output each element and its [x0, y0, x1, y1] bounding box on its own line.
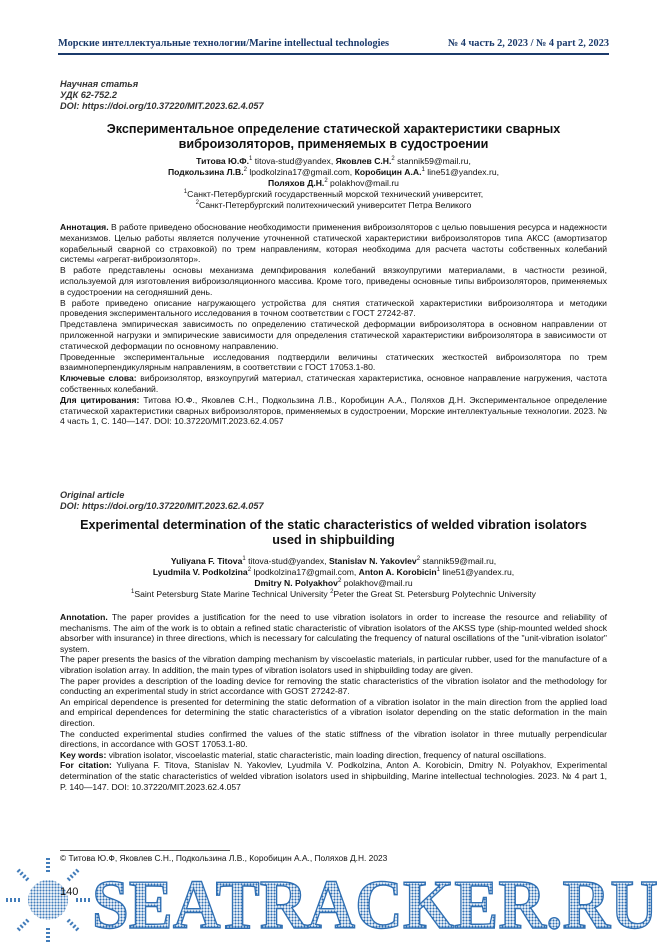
author-email[interactable]: lpodkolzina17@gmail.com,	[249, 167, 353, 177]
ru-abstract: Аннотация. В работе приведено обоснование необходимости применения виброизоляторов с целью повышения ресурса и надежности механизмов. Целью работы является получение уточненной статической характеристики виброизоляторов типа АКСС (амортизатор корабельный сварной со страховкой) по трем направлениям, которая необходима для расчета частоты собственных колебаний системы «агрегат-виброизолятор». В работе представлены основы механизма демпфирования колебаний вязкоупругими материалами, в частности резиной, используемой для изготовления виброизоляционного массива. Кроме того, приведены основные типы виброизоляторов, применяемых в судостроении на сегодняшний день. В работе приведено описание нагружающего устройства для снятия статической характеристики виброизолятора и методики проведения экспериментального исследования в точном соответствии с ГОСТ 27242-87. Представлена эмпирическая зависимость по определению статической деформации виброизолятора в основном направлении от приложенной нагрузки и эмпирические зависимости для определения статической характеристики виброизолятора в зависимости от статической деформации по основному направлению. Проведенные экспериментальные исследования подтвердили величины статических жесткостей виброизолятора по трем взаимноперпендикулярным направлениям, в соответствии с ГОСТ 17053.1-80. Ключевые слова: виброизолятор, вязкоупругий материал, статическая характеристика, основное направление нагружения, частота собственных колебаний. Для цитирования: Титова Ю.Ф., Яковлев С.Н., Подкользина Л.В., Коробицин А.А., Поляхов Д.Н. Экспериментальное определение статической характеристики сварных виброизоляторов, применяемых в судостроении, Морские интеллектуальные технологии. 2023. № 4 часть 1, С. 140—147. DOI: 10.37220/MIT.2023.62.4.057	[60, 222, 608, 427]
ru-udc: УДК 62-752.2	[60, 90, 117, 100]
en-citation: For citation: Yuliyana F. Titova, Stanislav N. Yakovlev, Lyudmila V. Podkolzina, Anton A. Korobicin, Dmitry N. Polyakhov, Experimental determination of the static characteristics of welded vibration isolators used in shipbuilding, Marine intellectual technologies. 2023. № 4 part 1, P. 140—147. DOI: 10.37220/MIT.2023.62.4.057	[60, 760, 608, 792]
watermark-text: SEATRACKER.RU	[92, 867, 658, 944]
page-number: 140	[60, 886, 79, 898]
author-email[interactable]: polakhov@mail.ru	[343, 578, 413, 588]
watermark	[0, 856, 667, 944]
author-name: Титова Ю.Ф.	[196, 156, 250, 166]
en-abstract: Annotation. The paper provides a justification for the need to use vibration isolators in order to increase the resource and reliability of mechanisms. The aim of the work is to obtain a refined static characteristic of vibration isolators of the AKSS type (ship-mounted welded shock absorber with insurance) in three directions, which is necessary for calculating the frequency of natural oscillations of the "unit-vibration isolator" system. The paper presents the basics of the vibration damping mechanism by viscoelastic materials, in particular rubber, used for the manufacture of a vibration isolation array. In addition, the main types of vibration isolators used in shipbuilding today are given. The paper provides a description of the loading device for removing the static characteristics of the vibration isolator and the methodology for conducting an experimental study in strict accordance with GOST 27242-87. An empirical dependence is presented for determining the static deformation of a vibration isolator in the main direction from the applied load and empirical dependences for determining the static characteristics of a vibration isolator depending on the static deformation in the main direction. The conducted experimental studies confirmed the values of the static stiffness of the vibration isolator in three mutually perpendicular directions, in accordance with GOST 17053.1-80. Key words: vibration isolator, viscoelastic material, static characteristic, main loading direction, frequency of natural oscillations. For citation: Yuliyana F. Titova, Stanislav N. Yakovlev, Lyudmila V. Podkolzina, Anton A. Korobicin, Dmitry N. Polyakhov, Experimental determination of the static characteristics of welded vibration isolators used in shipbuilding, Marine intellectual technologies. 2023. № 4 part 1, P. 140—147. DOI: 10.37220/MIT.2023.62.4.057	[60, 612, 608, 792]
ru-keywords: Ключевые слова: виброизолятор, вязкоупругий материал, статическая характеристика, основное направление нагружения, частота собственных колебаний.	[60, 373, 608, 394]
ru-citation: Для цитирования: Титова Ю.Ф., Яковлев С.Н., Подкользина Л.В., Коробицин А.А., Поляхов Д.Н. Экспериментальное определение статической характеристики сварных виброизоляторов, применяемых в судостроении, Морские интеллектуальные технологии. 2023. № 4 часть 1, С. 140—147. DOI: 10.37220/MIT.2023.62.4.057	[60, 394, 607, 427]
en-abstract-p5: The conducted experimental studies confirmed the values of the static stiffness of the vibration isolator in three mutually perpendicular directions, in accordance with GOST 17053.1-80.	[60, 728, 607, 750]
author-name: Поляхов Д.Н.	[268, 178, 325, 188]
ru-article-type: Научная статья	[60, 79, 139, 89]
header-divider	[58, 53, 609, 55]
author-email[interactable]: titova-stud@yandex,	[254, 156, 334, 166]
author-name: Stanislav N. Yakovlev	[328, 556, 417, 566]
author-email[interactable]: titova-stud@yandex,	[248, 556, 327, 566]
ru-meta	[60, 79, 264, 112]
author-email[interactable]: stannik59@mail.ru,	[397, 156, 471, 166]
author-name: Dmitry N. Polyakhov	[254, 578, 338, 588]
en-keywords: Key words: vibration isolator, viscoelastic material, static characteristic, main loading direction, frequency of natural oscillations.	[60, 749, 547, 760]
ru-abstract-label: Аннотация.	[60, 222, 109, 232]
en-article-type: Original article	[60, 490, 125, 500]
en-abstract-p2: The paper presents the basics of the vibration damping mechanism by viscoelastic materials, in particular rubber, used for the manufacture of a vibration isolation array. In addition, the main types of vibration isolators used in shipbuilding today are given.	[60, 654, 607, 675]
ru-abstract-p4: Представлена эмпирическая зависимость по определению статической деформации виброизолятора в основном направлении от приложенной нагрузки и эмпирические зависимости для определения статической характеристики виброизолятора в зависимости от статической деформации по основному направлению.	[60, 319, 607, 351]
en-doi[interactable]: DOI: https://doi.org/10.37220/MIT.2023.62.4.057	[60, 501, 264, 511]
author-name: Яковлев С.Н.	[335, 156, 392, 166]
en-meta	[60, 490, 264, 512]
watermark-sun-icon	[6, 858, 90, 942]
author-email[interactable]: line51@yandex.ru,	[442, 567, 515, 577]
copyright-note: © Титова Ю.Ф, Яковлев С.Н., Подкользина Л.В., Коробицин А.А., Поляхов Д.Н. 2023	[60, 853, 388, 863]
ru-title: Экспериментальное определение статической характеристики сварных виброизоляторов, применяемых в судостроении	[106, 122, 561, 151]
issue-number: № 4 часть 2, 2023 / № 4 part 2, 2023	[447, 38, 609, 49]
en-abstract-p4: An empirical dependence is presented for determining the static deformation of a vibration isolator in the main direction from the applied load and empirical dependences for determining the static characteristics of a vibration isolator depending on the static deformation in the main direction.	[60, 696, 607, 728]
ru-doi[interactable]: DOI: https://doi.org/10.37220/MIT.2023.62.4.057	[60, 101, 264, 111]
ru-affiliation-1: $^1$Санкт-Петербургский государственный морской технический университет,	[183, 189, 484, 199]
author-email[interactable]: line51@yandex.ru,	[427, 167, 500, 177]
ru-affiliation-2: $^2$Санкт-Петербургский политехнический университет Петра Великого	[195, 200, 472, 210]
en-abstract-label: Annotation.	[60, 612, 108, 622]
author-email[interactable]: lpodkolzina17@gmail.com,	[253, 567, 357, 577]
ru-abstract-p2: В работе представлены основы механизма демпфирования колебаний вязкоупругими материалами, в частности резиной, используемой для изготовления виброизоляционного массива. Кроме того, приведены основные типы виброизоляторов, применяемых в судостроении на сегодняшний день.	[60, 265, 607, 297]
footnote-divider	[60, 850, 230, 851]
journal-header	[58, 38, 609, 49]
ru-authors: Титова Ю.Ф.$^1$ titova-stud@yandex, Яковлев С.Н.$^2$ stannik59@mail.ru, Подкользина Л.В.$^2$ lpodkolzina17@gmail.com, Коробицин А.А.$^1$ line51@yandex.ru, Поляхов Д.Н.$^2$ polakhov@mail.ru $^1$Санкт-Петербургский государственный морской технический университет, $^2$Санкт-Петербургский политехнический университет Петра Великого	[62, 156, 605, 211]
en-abstract-p3: The paper provides a description of the loading device for removing the static characteristics of the vibration isolator and the methodology for conducting an experimental study in strict accordance with GOST 27242-87.	[60, 675, 607, 697]
author-email[interactable]: polakhov@mail.ru	[330, 178, 399, 188]
author-name: Коробицин А.А.	[354, 167, 422, 177]
en-authors: Yuliyana F. Titova$^1$ titova-stud@yandex, Stanislav N. Yakovlev$^2$ stannik59@mail.ru, Lyudmila V. Podkolzina$^2$ lpodkolzina17@gmail.com, Anton A. Korobicin$^1$ line51@yandex.ru, Dmitry N. Polyakhov$^2$ polakhov@mail.ru $^1$Saint Petersburg State Marine Technical University $^2$Peter the Great St. Petersburg Polytechnic University	[62, 556, 605, 600]
ru-abstract-p5: Проведенные экспериментальные исследования подтвердили величины статических жесткостей виброизолятора по трем взаимноперпендикулярным направлениям, в соответствии с ГОСТ 17053.1-80.	[60, 351, 607, 373]
author-email[interactable]: stannik59@mail.ru,	[422, 556, 497, 566]
journal-name: Морские интеллектуальные технологии/Marine intellectual technologies	[58, 38, 390, 49]
en-title: Experimental determination of the static characteristics of welded vibration isolators used in shipbuilding	[80, 518, 587, 547]
author-name: Yuliyana F. Titova	[170, 556, 243, 566]
en-affiliations: $^1$Saint Petersburg State Marine Technical University $^2$Peter the Great St. Petersburg Polytechnic University	[131, 589, 536, 599]
author-name: Lyudmila V. Podkolzina	[152, 567, 248, 577]
author-name: Anton A. Korobicin	[358, 567, 437, 577]
author-name: Подкользина Л.В.	[167, 167, 244, 177]
ru-abstract-p3: В работе приведено описание нагружающего устройства для снятия статической характеристики виброизолятора и методики проведения экспериментального исследования в точном соответствии с ГОСТ 27242-87.	[60, 297, 607, 319]
